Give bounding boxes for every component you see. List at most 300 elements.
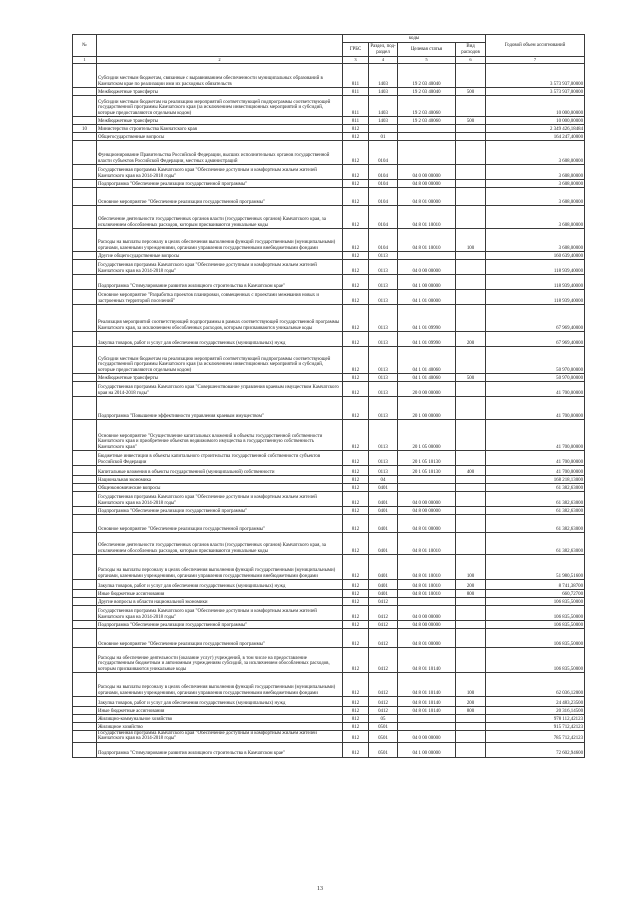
table-row (73, 555, 585, 580)
row-razdel: 0104 (369, 141, 398, 165)
table-row (73, 515, 585, 533)
row-number (73, 451, 97, 466)
table-row (73, 742, 585, 757)
row-razdel: 0113 (369, 305, 398, 332)
row-grbs: 812 (343, 590, 369, 598)
row-number (73, 96, 97, 117)
row-name: Подпрограмма "Стимулирование развития жилищного строительства в Камчатском крае" (97, 742, 343, 757)
row-article: 04 1 01 00000 (398, 290, 456, 305)
row-razdel: 0412 (369, 697, 398, 707)
row-number: 10 (73, 125, 97, 133)
row-article: 04 0 00 00000 (398, 606, 456, 621)
row-razdel: 0401 (369, 515, 398, 533)
row-razdel: 0412 (369, 621, 398, 629)
row-grbs: 812 (343, 707, 369, 715)
row-razdel: 0501 (369, 731, 398, 743)
row-grbs: 811 (343, 117, 369, 125)
row-article: 04 8 01 10010 (398, 580, 456, 590)
col-razdel-header: Раздел, под-раздел (370, 44, 396, 55)
col-number-5: 5 (398, 57, 456, 64)
row-vid (456, 165, 486, 180)
row-article (398, 141, 456, 165)
row-grbs: 812 (343, 141, 369, 165)
table-row (73, 533, 585, 555)
row-razdel: 0113 (369, 382, 398, 397)
row-article: 19 2 03 40060 (398, 117, 456, 125)
row-grbs: 812 (343, 533, 369, 555)
row-vid (456, 451, 486, 466)
row-name: Основное мероприятие "Обеспечение реализации государственной программы" (97, 629, 343, 648)
table-row (73, 507, 585, 515)
row-grbs: 812 (343, 397, 369, 420)
row-amount: 20 316,14500 (486, 707, 585, 715)
row-vid (456, 290, 486, 305)
row-grbs: 812 (343, 598, 369, 606)
row-razdel: 0113 (369, 252, 398, 260)
row-name: Жилищное хозяйство (97, 723, 343, 731)
row-article: 04 8 00 00000 (398, 180, 456, 188)
row-amount: 41 700,00000 (486, 420, 585, 451)
table-row (73, 484, 585, 492)
row-number (73, 731, 97, 743)
table-row (73, 580, 585, 590)
row-name: Министерство строительства Камчатского края (97, 125, 343, 133)
row-vid (456, 141, 486, 165)
row-article: 04 8 01 10010 (398, 229, 456, 252)
budget-document (72, 34, 584, 758)
row-grbs: 812 (343, 476, 369, 484)
row-vid (456, 629, 486, 648)
row-name: Другие общегосударственные вопросы (97, 252, 343, 260)
row-name: Закупка товаров, работ и услуг для обеспечения государственных (муниципальных) нужд (97, 697, 343, 707)
row-number (73, 715, 97, 723)
row-vid (456, 180, 486, 188)
row-name: Субсидии местным бюджетам, связанные с выравниванием обеспеченности муниципальных образований в Камчатском крае по реализации ими их расходных обязательств (97, 64, 343, 88)
row-amount: 61 382,63000 (486, 507, 585, 515)
row-vid (456, 507, 486, 515)
table-row (73, 673, 585, 697)
table-row (73, 731, 585, 743)
budget-table (72, 34, 585, 758)
row-amount: 41 700,00000 (486, 466, 585, 476)
row-amount: 106 835,50000 (486, 606, 585, 621)
row-grbs: 812 (343, 332, 369, 347)
row-name: Межбюджетные трансферты (97, 88, 343, 96)
table-row (73, 133, 585, 141)
row-razdel: 0412 (369, 606, 398, 621)
row-razdel: 0412 (369, 598, 398, 606)
row-name: Основное мероприятие "Разработка проектов планировки, совмещенных с проектами межевания новых и застроенных территорий поселений" (97, 290, 343, 305)
row-article: 20 0 00 00000 (398, 382, 456, 397)
row-article: 04 8 01 10010 (398, 206, 456, 229)
row-article (398, 133, 456, 141)
table-row (73, 290, 585, 305)
table-row (73, 96, 585, 117)
row-number (73, 260, 97, 275)
table-row (73, 260, 585, 275)
row-razdel: 0412 (369, 673, 398, 697)
row-razdel: 0113 (369, 374, 398, 382)
table-row (73, 598, 585, 606)
row-article: 20 1 05 10130 (398, 451, 456, 466)
row-razdel: 1403 (369, 64, 398, 88)
page-number: 13 (317, 886, 323, 892)
row-grbs: 812 (343, 188, 369, 206)
row-number (73, 206, 97, 229)
row-razdel: 0412 (369, 629, 398, 648)
row-amount: 118 939,40000 (486, 275, 585, 290)
row-grbs: 812 (343, 673, 369, 697)
row-amount: 3 608,00000 (486, 229, 585, 252)
row-razdel: 0501 (369, 742, 398, 757)
row-name: Иные бюджетные ассигнования (97, 590, 343, 598)
row-name: Бюджетные инвестиции в объекты капитального строительства государственной собственности субъектов Российской Федерации (97, 451, 343, 466)
row-amount: 164 247,40000 (486, 133, 585, 141)
table-row (73, 229, 585, 252)
row-grbs: 812 (343, 580, 369, 590)
row-amount: 41 700,00000 (486, 382, 585, 397)
row-number (73, 492, 97, 507)
row-razdel: 0113 (369, 260, 398, 275)
row-amount: 41 700,00000 (486, 451, 585, 466)
table-row (73, 697, 585, 707)
col-article-header: Целевая статья (398, 43, 456, 57)
row-name: Государственная программа Камчатского края "Совершенствование управления краевым имуществом Камчатского края на 2014-2018 годы" (97, 382, 343, 397)
row-grbs: 812 (343, 252, 369, 260)
row-number (73, 555, 97, 580)
row-amount: 118 939,40000 (486, 290, 585, 305)
row-amount: 24 483,23500 (486, 697, 585, 707)
row-article: 04 8 01 10010 (398, 590, 456, 598)
row-name: Субсидии местным бюджетам на реализацию мероприятий соответствующей подпрограммы соответствующей государственной программы Камчатского края (за исключением инвестиционных мероприятий и субсидий, которые предоставляются отдельным кодом) (97, 96, 343, 117)
row-razdel: 1403 (369, 96, 398, 117)
row-vid (456, 420, 486, 451)
row-amount: 106 835,50000 (486, 629, 585, 648)
row-article (398, 476, 456, 484)
table-row (73, 206, 585, 229)
row-razdel: 0113 (369, 466, 398, 476)
row-amount: 41 700,00000 (486, 397, 585, 420)
row-article: 04 0 00 00000 (398, 165, 456, 180)
row-name: Подпрограмма "Повышение эффективности управления краевым имуществом" (97, 397, 343, 420)
table-row (73, 252, 585, 260)
row-amount: 3 608,00000 (486, 141, 585, 165)
row-article: 04 8 01 10140 (398, 707, 456, 715)
col-number-6: 6 (456, 57, 486, 64)
row-vid: 100 (456, 229, 486, 252)
row-razdel: 0412 (369, 707, 398, 715)
row-grbs: 812 (343, 715, 369, 723)
row-amount: 51 980,51600 (486, 555, 585, 580)
row-razdel: 01 (369, 133, 398, 141)
table-row (73, 188, 585, 206)
row-vid (456, 742, 486, 757)
row-amount: 3 573 937,00000 (486, 88, 585, 96)
row-vid (456, 533, 486, 555)
row-vid: 400 (456, 466, 486, 476)
row-grbs: 812 (343, 621, 369, 629)
row-name: Подпрограмма "Стимулирование развития жилищного строительства в Камчатском крае" (97, 275, 343, 290)
table-row (73, 606, 585, 621)
table-row (73, 707, 585, 715)
row-grbs: 812 (343, 382, 369, 397)
table-row (73, 64, 585, 88)
row-number (73, 673, 97, 697)
row-name: Общегосударственные вопросы (97, 133, 343, 141)
row-name: Жилищно-коммунальное хозяйство (97, 715, 343, 723)
row-vid: 200 (456, 697, 486, 707)
row-amount: 67 969,40000 (486, 305, 585, 332)
row-grbs: 812 (343, 180, 369, 188)
row-number (73, 515, 97, 533)
row-number (73, 165, 97, 180)
row-vid (456, 484, 486, 492)
row-article: 04 1 01 40060 (398, 374, 456, 382)
row-vid: 200 (456, 580, 486, 590)
row-vid (456, 96, 486, 117)
row-number (73, 598, 97, 606)
row-amount: 2 349 426,18484 (486, 125, 585, 133)
row-article (398, 484, 456, 492)
row-grbs: 812 (343, 347, 369, 374)
row-amount: 62 036,12000 (486, 673, 585, 697)
row-article: 04 8 01 00000 (398, 188, 456, 206)
row-vid (456, 397, 486, 420)
row-amount: 660,72700 (486, 590, 585, 598)
row-grbs: 812 (343, 629, 369, 648)
row-article: 04 1 01 09990 (398, 305, 456, 332)
row-number (73, 229, 97, 252)
table-row (73, 466, 585, 476)
row-grbs: 811 (343, 96, 369, 117)
row-name: Основное мероприятие "Обеспечение реализации государственной программы" (97, 515, 343, 533)
row-number (73, 533, 97, 555)
row-article: 04 8 01 00000 (398, 629, 456, 648)
row-article (398, 715, 456, 723)
row-grbs: 812 (343, 420, 369, 451)
row-vid (456, 648, 486, 673)
row-number (73, 275, 97, 290)
codes-group-header: коды (343, 35, 486, 43)
row-vid: 100 (456, 555, 486, 580)
row-article: 04 8 00 00000 (398, 507, 456, 515)
row-vid: 500 (456, 117, 486, 125)
row-grbs: 812 (343, 515, 369, 533)
row-number (73, 590, 97, 598)
row-vid (456, 305, 486, 332)
row-grbs: 812 (343, 206, 369, 229)
col-number-4: 4 (369, 57, 398, 64)
row-number (73, 420, 97, 451)
col-vid-header: Вид расходов (456, 43, 486, 57)
row-grbs: 811 (343, 64, 369, 88)
row-razdel: 0104 (369, 165, 398, 180)
row-vid: 200 (456, 332, 486, 347)
row-name: Межбюджетные трансферты (97, 374, 343, 382)
row-article: 04 8 01 10140 (398, 673, 456, 697)
row-name: Капитальные вложения в объекты государственной (муниципальной) собственности (97, 466, 343, 476)
col-number-1: 1 (73, 57, 97, 64)
row-grbs: 812 (343, 275, 369, 290)
table-row (73, 347, 585, 374)
row-amount: 10 000,00000 (486, 96, 585, 117)
row-amount: 106 835,50000 (486, 621, 585, 629)
row-razdel: 0104 (369, 229, 398, 252)
row-vid (456, 64, 486, 88)
table-row (73, 180, 585, 188)
row-grbs: 812 (343, 648, 369, 673)
row-vid (456, 382, 486, 397)
row-razdel: 0401 (369, 533, 398, 555)
row-name: Основное мероприятие "Обеспечение реализации государственной программы" (97, 188, 343, 206)
row-amount: 978 112,42123 (486, 715, 585, 723)
row-grbs: 812 (343, 466, 369, 476)
row-razdel: 1403 (369, 117, 398, 125)
row-vid (456, 347, 486, 374)
row-vid (456, 606, 486, 621)
table-row (73, 451, 585, 466)
col-number-7: 7 (486, 57, 585, 64)
table-row (73, 621, 585, 629)
row-name: Национальная экономика (97, 476, 343, 484)
row-razdel: 0104 (369, 180, 398, 188)
row-vid (456, 715, 486, 723)
row-grbs: 812 (343, 451, 369, 466)
row-grbs: 812 (343, 507, 369, 515)
row-vid: 500 (456, 374, 486, 382)
row-razdel: 0412 (369, 648, 398, 673)
row-amount: 10 000,00000 (486, 117, 585, 125)
row-grbs: 812 (343, 374, 369, 382)
row-name: Государственная программа Камчатского края "Обеспечение доступным и комфортным жильем жителей Камчатского края на 2014-2018 годы" (97, 260, 343, 275)
row-grbs: 812 (343, 125, 369, 133)
col-num-header: № (73, 35, 97, 57)
row-razdel: 0501 (369, 723, 398, 731)
row-name: Государственная программа Камчатского края "Обеспечение доступным и комфортным жильем жителей Камчатского края на 2014-2018 годы" (97, 731, 343, 743)
row-amount: 3 608,00000 (486, 165, 585, 180)
table-row (73, 397, 585, 420)
row-amount: 160 639,40000 (486, 252, 585, 260)
row-number (73, 382, 97, 397)
row-vid (456, 275, 486, 290)
row-name: Реализация мероприятий соответствующей подпрограммы в рамках соответствующей государственной программы Камчатского края, за исключением обособленных расходов, которым присваиваются уникальные коды (97, 305, 343, 332)
row-name: Иные бюджетные ассигнования (97, 707, 343, 715)
table-row (73, 305, 585, 332)
table-row (73, 88, 585, 96)
row-vid: 100 (456, 673, 486, 697)
table-row (73, 275, 585, 290)
row-article: 19 2 03 40040 (398, 88, 456, 96)
row-amount: 106 835,50000 (486, 598, 585, 606)
row-article: 04 8 01 10140 (398, 697, 456, 707)
header-row-1 (73, 35, 585, 43)
table-row (73, 420, 585, 451)
row-article: 04 8 01 10140 (398, 648, 456, 673)
row-number (73, 507, 97, 515)
row-vid (456, 723, 486, 731)
row-number (73, 252, 97, 260)
row-name: Подпрограмма "Обеспечение реализации государственной программы" (97, 180, 343, 188)
table-row (73, 492, 585, 507)
row-article: 04 1 01 09990 (398, 332, 456, 347)
row-razdel: 0113 (369, 397, 398, 420)
table-row (73, 629, 585, 648)
row-amount: 61 382,63000 (486, 484, 585, 492)
row-amount: 50 970,00000 (486, 374, 585, 382)
row-name: Основное мероприятие "Осуществление капитальных вложений в объекты государственной собственности Камчатского края и приобретение объектов недвижимого имущества в государственную собственность Камчатского края" (97, 420, 343, 451)
row-razdel: 0113 (369, 275, 398, 290)
row-vid: 800 (456, 590, 486, 598)
row-number (73, 141, 97, 165)
row-article: 19 2 03 40040 (398, 64, 456, 88)
row-number (73, 180, 97, 188)
row-number (73, 580, 97, 590)
row-grbs: 812 (343, 555, 369, 580)
row-name: Государственная программа Камчатского края "Обеспечение доступным и комфортным жильем жителей Камчатского края на 2014-2018 годы" (97, 492, 343, 507)
row-razdel: 0401 (369, 484, 398, 492)
row-grbs: 812 (343, 742, 369, 757)
row-grbs: 812 (343, 723, 369, 731)
row-article: 20 1 00 00000 (398, 397, 456, 420)
row-name: Субсидии местным бюджетам на реализацию мероприятий соответствующей подпрограммы соответствующей государственной программы Камчатского края (за исключением инвестиционных мероприятий и субсидий, которые предоставляются отдельным кодом) (97, 347, 343, 374)
row-name: Подпрограмма "Обеспечение реализации государственной программы" (97, 621, 343, 629)
table-row (73, 382, 585, 397)
row-number (73, 742, 97, 757)
row-article: 19 2 03 40060 (398, 96, 456, 117)
row-razdel: 0401 (369, 492, 398, 507)
row-number (73, 466, 97, 476)
row-article: 04 8 01 00000 (398, 515, 456, 533)
row-grbs: 812 (343, 305, 369, 332)
row-name: Межбюджетные трансферты (97, 117, 343, 125)
row-article: 04 1 01 40060 (398, 347, 456, 374)
row-razdel: 0401 (369, 590, 398, 598)
row-article (398, 723, 456, 731)
row-article: 04 8 00 00000 (398, 621, 456, 629)
row-name: Подпрограмма "Обеспечение реализации государственной программы" (97, 507, 343, 515)
row-grbs: 812 (343, 290, 369, 305)
row-grbs: 812 (343, 697, 369, 707)
col-number-3: 3 (343, 57, 369, 64)
row-number (73, 290, 97, 305)
row-name: Расходы на выплаты персоналу в целях обеспечения выполнения функций государственными (муниципальными) органами, казенными учреждениями, органами управления государственными внебюджетными фондами (97, 229, 343, 252)
row-razdel: 0401 (369, 555, 398, 580)
row-number (73, 476, 97, 484)
row-number (73, 397, 97, 420)
row-vid (456, 731, 486, 743)
row-article (398, 252, 456, 260)
row-number (73, 621, 97, 629)
table-row (73, 141, 585, 165)
col-number-2: 2 (97, 57, 343, 64)
row-vid (456, 598, 486, 606)
row-grbs: 812 (343, 133, 369, 141)
row-grbs: 812 (343, 484, 369, 492)
row-number (73, 347, 97, 374)
table-row (73, 648, 585, 673)
row-razdel: 0401 (369, 507, 398, 515)
row-razdel: 0104 (369, 206, 398, 229)
row-name: Другие вопросы в области национальной экономики (97, 598, 343, 606)
row-article: 04 0 00 00000 (398, 492, 456, 507)
row-amount: 8 741,38700 (486, 580, 585, 590)
row-number (73, 484, 97, 492)
row-number (73, 629, 97, 648)
row-razdel: 0113 (369, 451, 398, 466)
row-razdel: 1403 (369, 88, 398, 96)
row-grbs: 812 (343, 606, 369, 621)
row-vid (456, 133, 486, 141)
